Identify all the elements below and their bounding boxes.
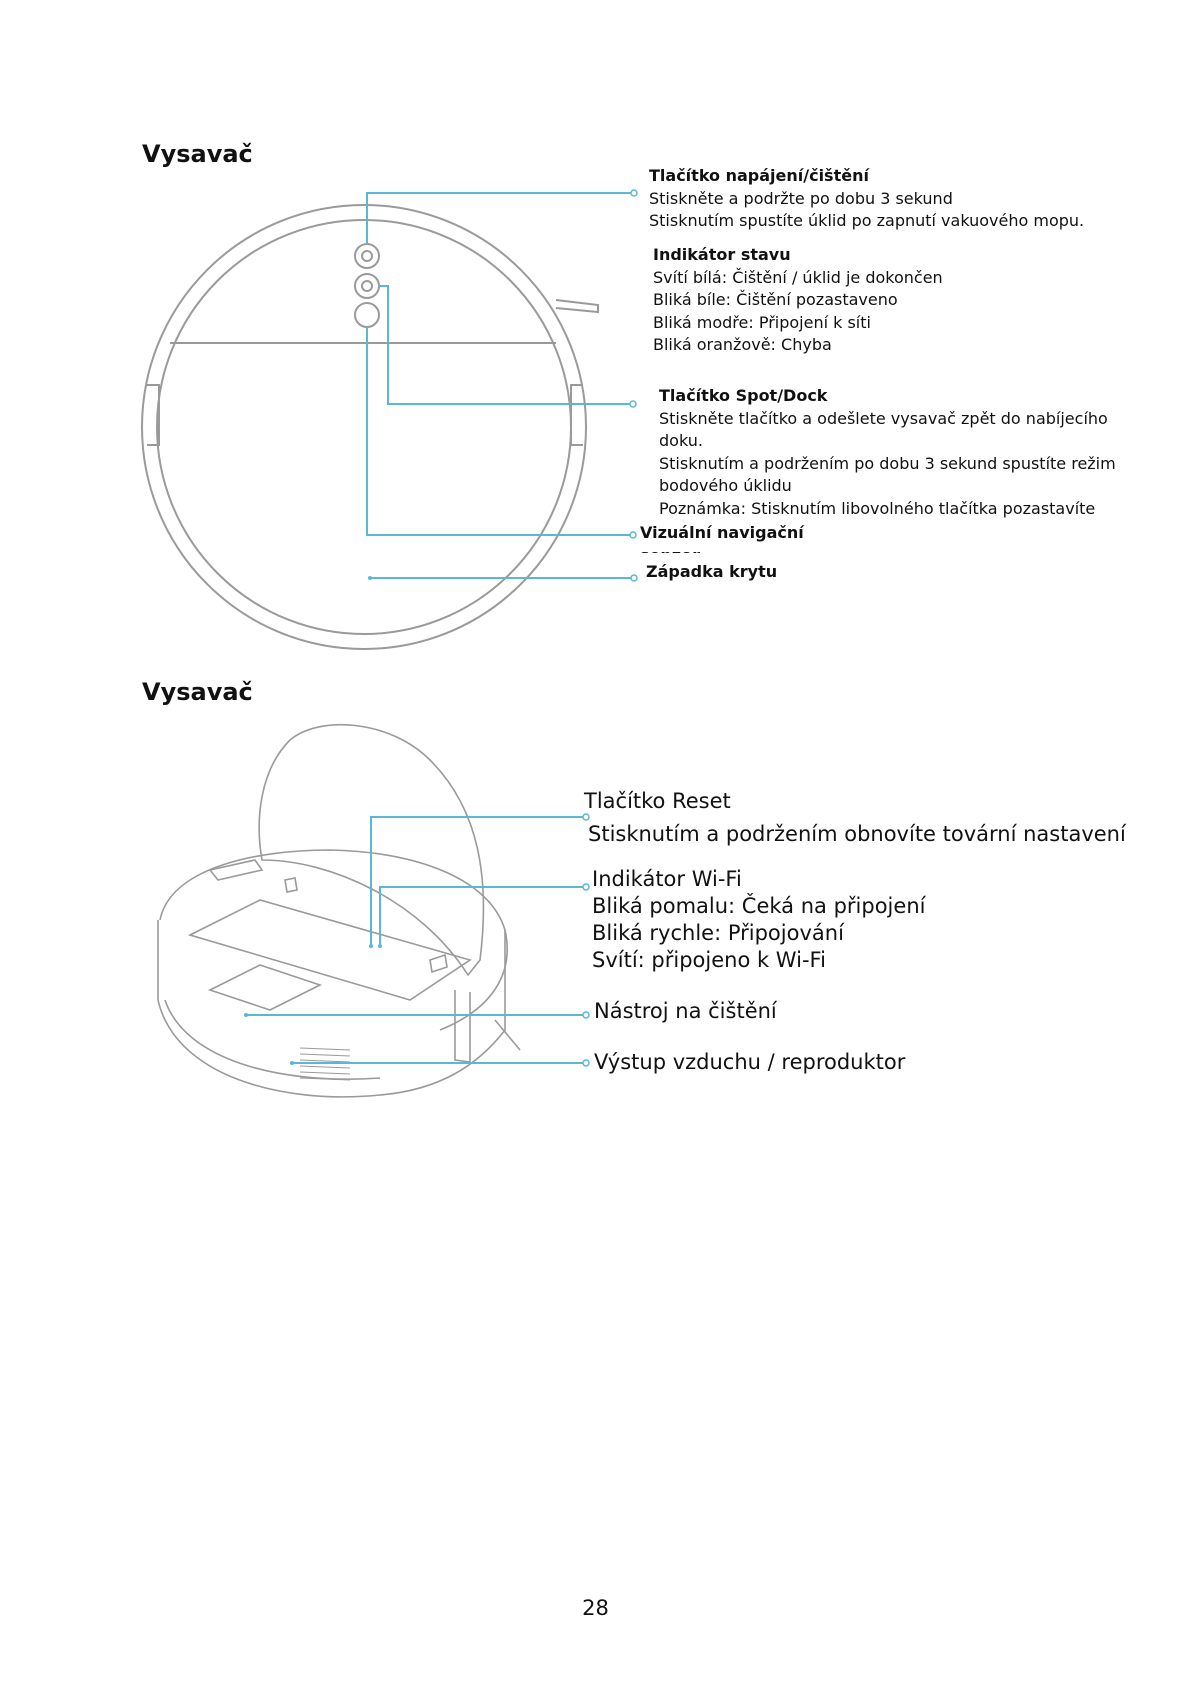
reset-button-line: Stisknutím a podržením obnovíte tovární nastavení [588,822,1126,846]
spot-dock-line-5: Poznámka: Stisknutím libovolného tlačítka pozastavíte [659,498,1096,518]
section2-heading: Vysavač [142,678,253,706]
status-indicator-line-4: Bliká oranžově: Chyba [653,335,832,354]
spot-dock-line-4: bodového úklidu [659,476,792,495]
spot-dock-line-2: doku. [659,431,703,450]
spot-dock-line-3: Stisknutím a podržením po dobu 3 sekund spustíte režim [659,453,1116,473]
air-outlet-title: Výstup vzduchu / reproduktor [594,1050,906,1074]
section1-heading: Vysavač [142,140,253,168]
wifi-indicator-line-1: Bliká pomalu: Čeká na připojení [592,894,926,918]
cover-latch-title: Západka krytu [646,562,778,581]
wifi-indicator-callout [592,866,925,974]
page-number: 28 [582,1596,609,1620]
status-indicator-line-3: Bliká modře: Připojení k síti [653,312,871,332]
status-indicator-title: Indikátor stavu [653,245,791,264]
power-button-line-1: Stiskněte a podržte po dobu 3 sekund [649,188,953,208]
status-indicator-line-1: Svítí bílá: Čištění / úklid je dokončen [653,267,943,287]
power-button-line-2: Stisknutím spustíte úklid po zapnutí vakuového mopu. [649,211,1085,230]
nav-sensor-title-line-1: Vizuální navigační [640,523,804,542]
reset-button-title: Tlačítko Reset [584,789,731,813]
spot-dock-line-1: Stiskněte tlačítko a odešlete vysavač zpět do nabíjecího [659,408,1108,428]
robot-open-outline [158,725,520,1097]
wifi-indicator-title: Indikátor Wi-Fi [592,867,742,891]
wifi-indicator-line-3: Svítí: připojeno k Wi-Fi [592,948,826,972]
status-indicator-line-2: Bliká bíle: Čištění pozastaveno [653,290,898,309]
spot-dock-title: Tlačítko Spot/Dock [659,386,828,405]
power-button-title: Tlačítko napájení/čištění [649,166,869,185]
section2-callout-lines [246,817,584,1063]
wifi-indicator-line-2: Bliká rychle: Připojování [592,921,844,945]
cleaning-tool-title: Nástroj na čištění [594,999,777,1023]
